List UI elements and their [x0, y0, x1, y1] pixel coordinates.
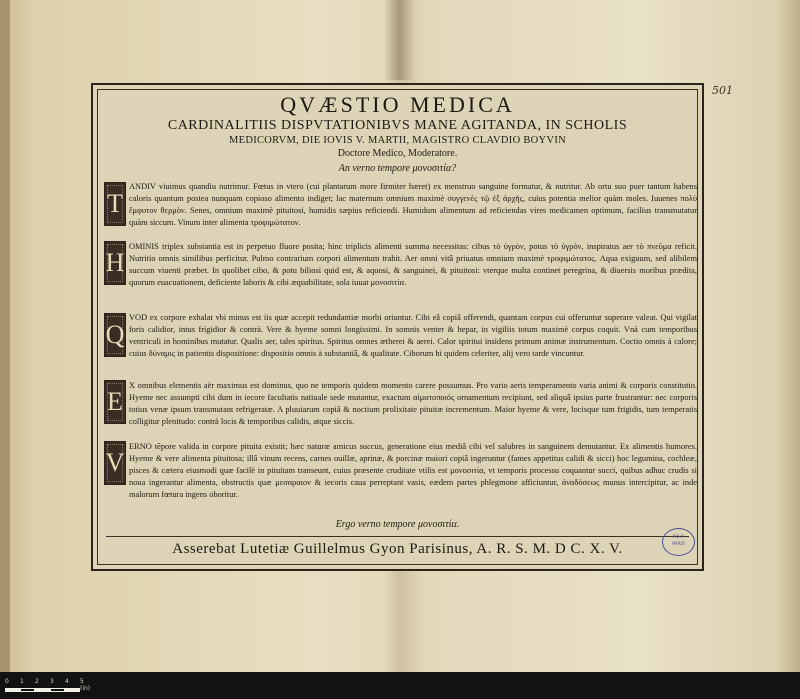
question: An verno tempore μονοσιτία?: [338, 163, 457, 174]
ruler-segment: [35, 688, 50, 692]
paragraph: ANDIV viuimus quandiu nutrimur. Fœtus in vtero (cui plantarum more firmiter hæret) ex menstruo sanguine formatur, & nutritur. Ab ortu suo puer tantum habens caloris quantum postea nunquam copioso alimento indiget; lac maternum omnium maximè συγγενὲς τῷ ἐξ ἀρχῆς, cuius potentia melior quàm moles. Iuuenes πολὺ ἔμφυτον θερμὸν. Senes, omnium maximè pituitosi, humidis sæpius reficiendi. Humidum alimentum ad reficiendas vires medicamen optimum, facilius transmutatur quàm siccum. Vinum inter alimenta τροφιμώτατον.: [129, 182, 697, 227]
drop-cap-initial: H: [104, 241, 126, 285]
ruler-label: 0: [5, 678, 9, 685]
page-number: 501: [712, 84, 733, 97]
subtitle: CARDINALITIIS DISPVTATIONIBVS MANE AGITANDA, IN SCHOLIS: [167, 118, 628, 133]
ruler-scale: [5, 676, 95, 692]
subtitle-line-2: MEDICORVM, DIE IOVIS V. MARTII, MAGISTRO CLAVDIO BOYVIN: [228, 135, 567, 146]
library-stamp: [662, 528, 695, 556]
ruler-label: 1: [20, 678, 24, 685]
ruler-segment: [65, 688, 80, 692]
scale-ruler: [0, 672, 800, 699]
subtitle-line-3: Doctore Medico, Moderatore.: [337, 148, 458, 159]
page-title: QVÆSTIO MEDICA: [280, 92, 515, 117]
drop-cap-initial: E: [104, 380, 126, 424]
ruler-segment: [20, 688, 35, 692]
spine-shadow: [384, 0, 414, 80]
drop-cap-initial: Q: [104, 313, 126, 357]
paragraph: ERNO tẽpore valida in corpore pituita existit; hæc naturæ amicus succus, generatione eius mediâ cibi vel salubres in sanguinem demutantur. Ex alimentis humores. Hyeme & vere alimenta pituitosa; illâ vinum recens, carnes ouillæ, aprinæ, & porcinæ maiori copiâ ingeruntur (fames appetitus calidi & sicci) hoc legumina, cochleæ, pisces & cætera eiusmodi quæ facilè in pituitam transeunt, cuius præsente cruditate vtilis est μονοσιτία, vt temporis processu coquantur succi, quibus adhuc crudis si noua ingerantur alimenta, obstructis quæ μεσαραιον & iecoris caua perreptant vasis, eædem partes phlegmone afficiuntur, ἀναδόσεως munus intercipitur, ac inde malorum fœtura ingens oboritur.: [129, 442, 697, 499]
ruler-label: 4: [65, 678, 69, 685]
broadsheet: [91, 83, 704, 571]
stamp-line: P.B.P.: [672, 535, 685, 540]
sheet-border: [97, 89, 698, 565]
conclusion: Ergo verno tempore μονοσιτία.: [335, 519, 460, 530]
ruler-label: 3: [50, 678, 54, 685]
header: [98, 90, 697, 176]
ruler-label: 5 (in): [80, 678, 91, 692]
ruler-segment: [50, 688, 65, 692]
stamp-line: PARIS: [672, 542, 685, 547]
ruler-label: 2: [35, 678, 39, 685]
drop-cap-initial: V: [104, 441, 126, 485]
divider: [106, 536, 689, 537]
paragraph: VOD ex corpore exhalat vbi minus est iis quæ accepit redundantiæ morbi oriuntur. Cibi eâ copiâ offerendi, quantam corpus cui offeruntur superare valeat. Qui vigilat foris calidior, intus frigidior & contrà. Vere & hyeme somni longissimi. In somnis venter & hepar, in vigiliis totum maximè corpus coquit. Vnà cum temporibus ventriculi in hominibus mutatur. Qualis aer, tales spiritus. Spiritus omnes ætherei & aerei. Calor spiritui insidens primum animæ instrumentum. Coctio omnis à calore; cuius δύναμις in patientis dispositione: dispositio omnis à substantiâ, & qualitate. Ciborum hi quidem celeriter, alij vero tarde vincuntur.: [129, 313, 697, 358]
imprint-footer: Asserebat Lutetiæ Guillelmus Gyon Parisinus, A. R. S. M. D C. X. V.: [172, 541, 623, 557]
paragraph: OMINIS triplex substantia est in perpetuo fluore posita; hinc triplicis alimenti summa necessitas: cibus τὸ ὑγρὸν, potus τὸ ὑγρὸν, inspiratus aer τὸ πνεῦμα reficit. Nutritio omnis similibus perficitur. Pulmo contrarium corpori alimentum trahit. Aer omni vitâ priuatus omnium maximè τροφιμώτατος. Aqua exiguum, sed alibilem succum viuenti præbet. In quolibet cibo, & potu biliosi quid est, & aquosi, & sanguinei, & pituitosi: vterque multa continet peregrina, & diuersis moribus prædita, quorum euacuationem, deficiente laboris & cibi æquabilitate, sola iuuat μονοσιτία.: [129, 242, 697, 287]
page-edge: [0, 0, 10, 672]
ruler-segment: [5, 688, 20, 692]
drop-cap-initial: T: [104, 182, 126, 226]
paragraph: X omnibus elementis aër maximus est dominus, quo ne temporis quidem momento carere possumus. Pro vario aeris temperamento varia animi & corporis constitutio. Hyeme nec assumpti cibi dum in iecore facultatis natiuale sede mutantur, exactum αἱματοποιός ornamentum recipiunt, sed aliquâ ipsius parte frustrantur: nec corporis totius venæ ipsum transmutant refrigeratæ. A pluuiarum copiâ & noctium prolixitate pituitæ incrementum. Maior hyeme & vere, locisque tum frigidis, tum temperatis colligitur plenitudo: contrà locis & temporibus calidis, atque siccis.: [129, 381, 697, 426]
